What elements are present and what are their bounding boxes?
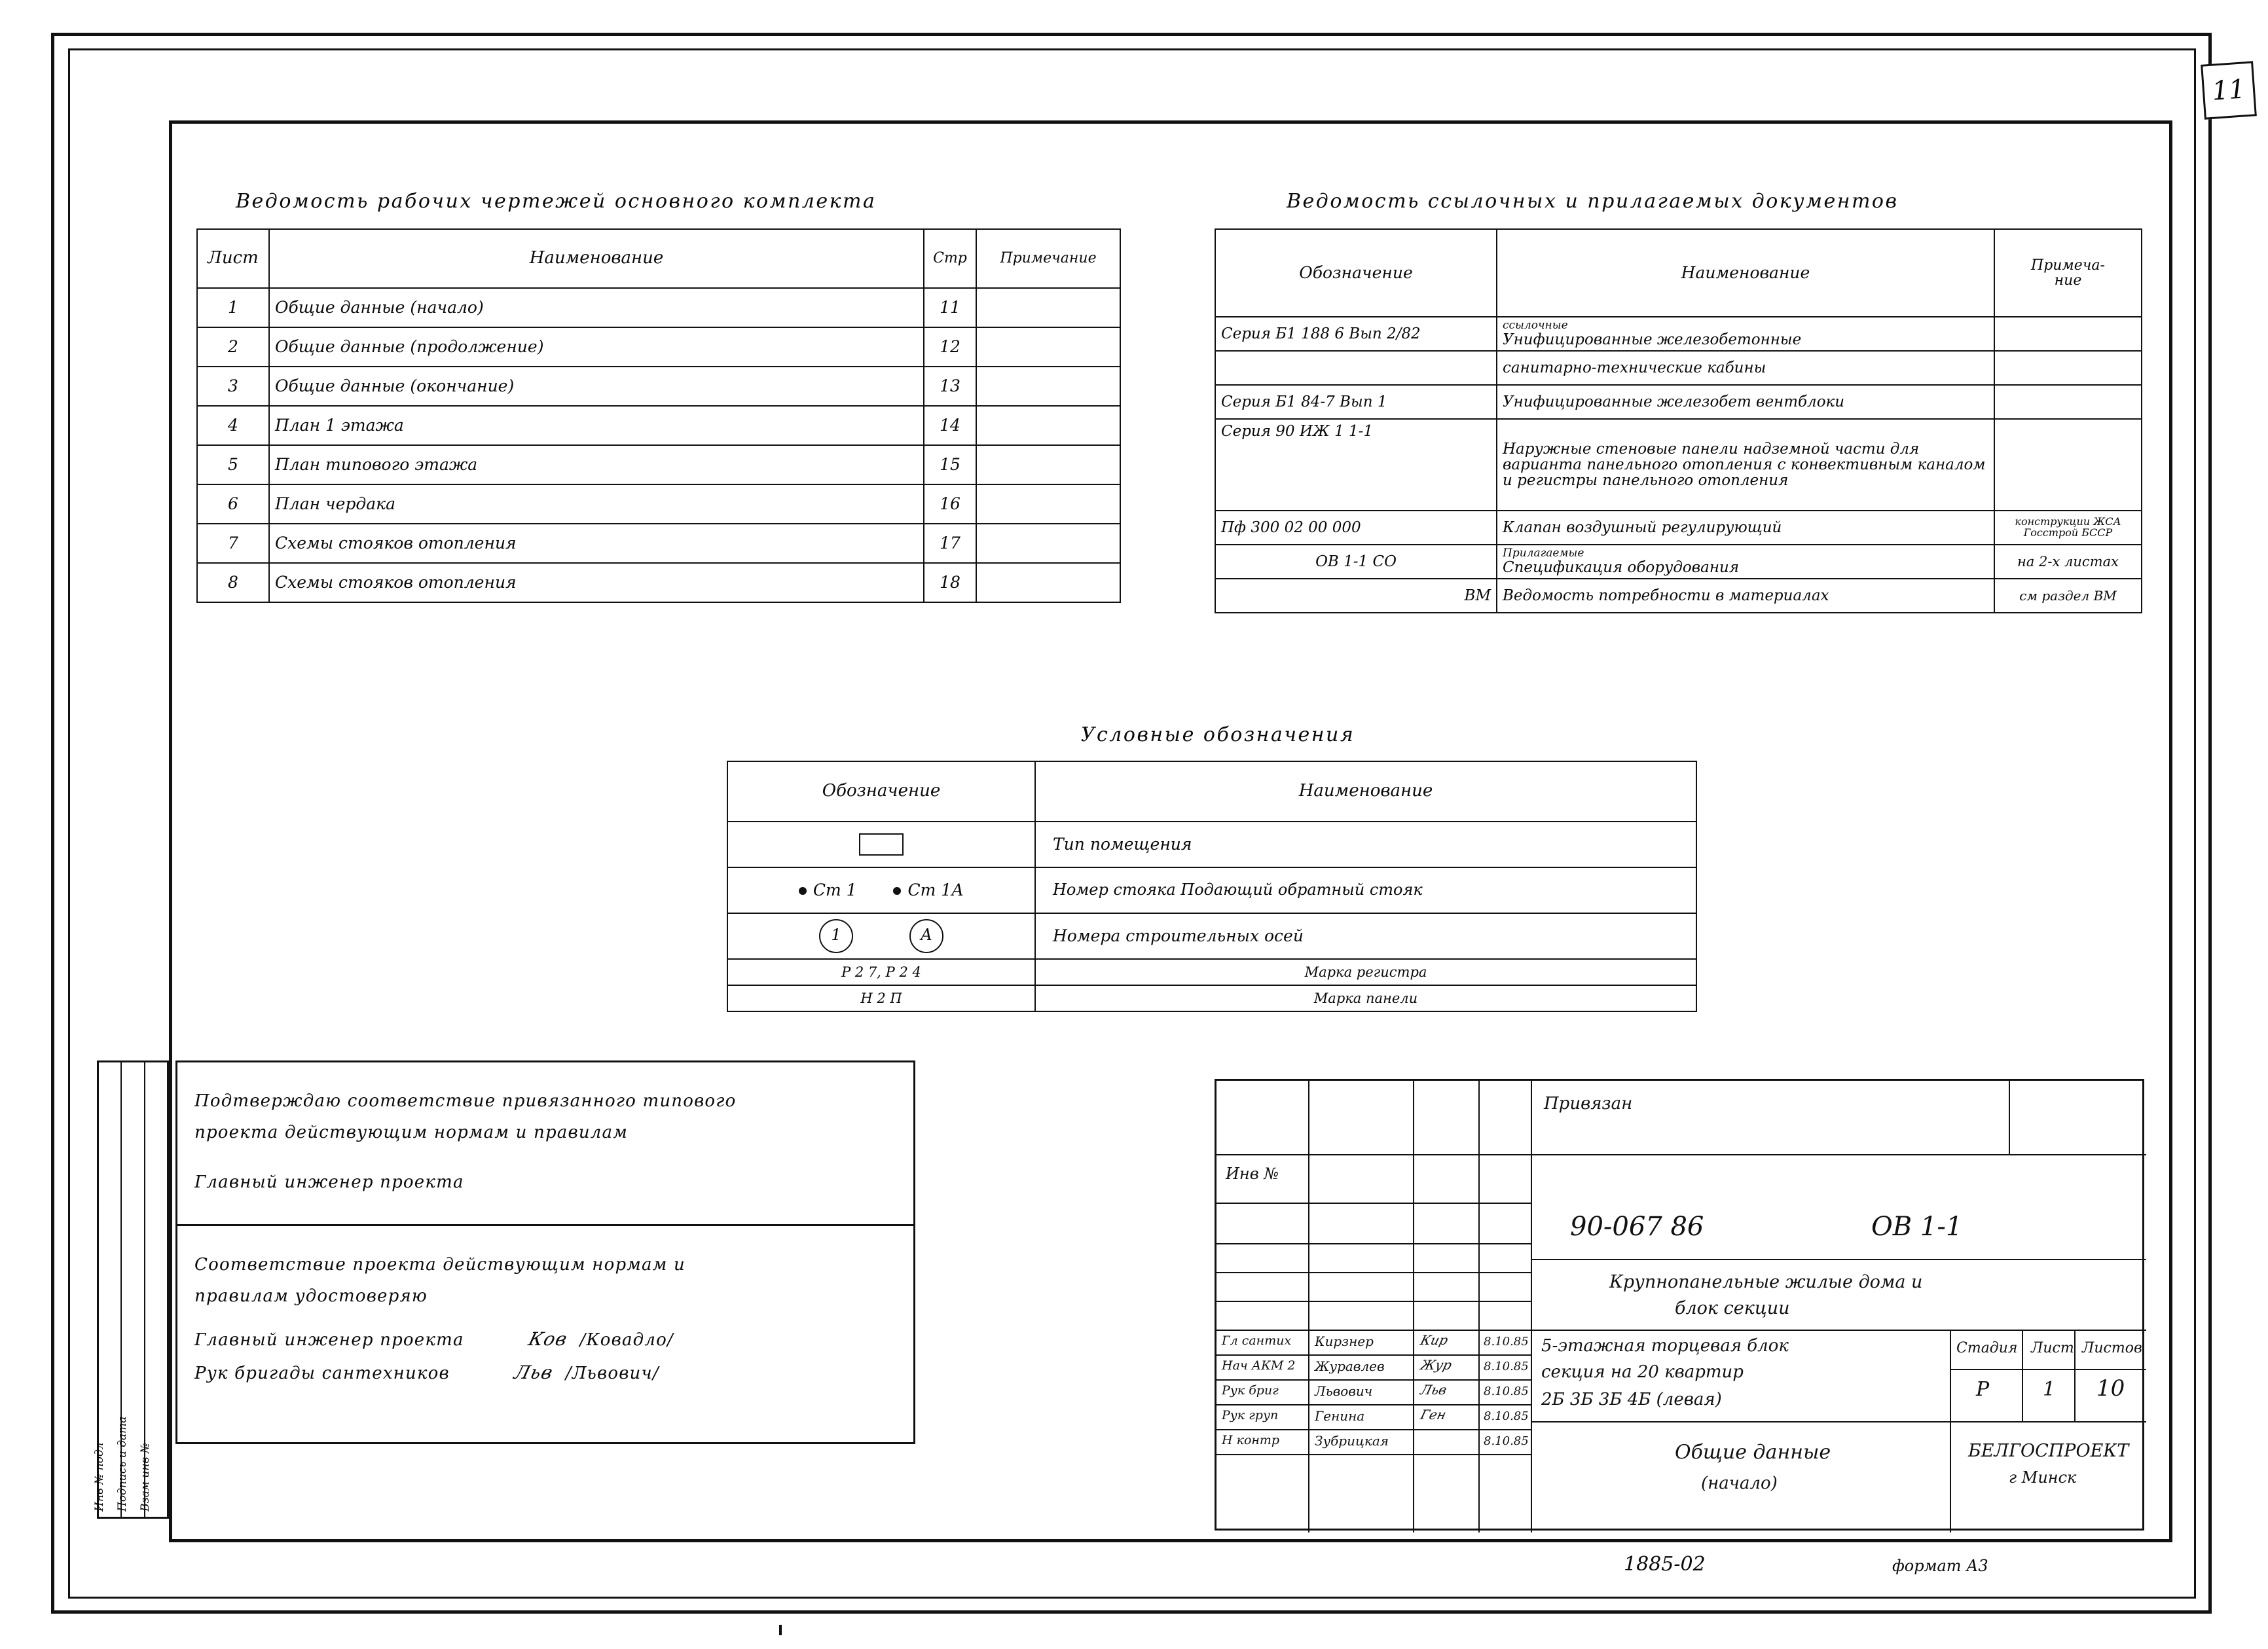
stamp-rule <box>1216 1330 1531 1331</box>
symbol-panel-mark: Н 2 П <box>727 985 1035 1011</box>
stamp-rule <box>2009 1081 2010 1154</box>
cell-page: 11 <box>924 288 976 327</box>
stamp-org-name: БЕЛГОСПРОЕКТ <box>1968 1441 2129 1461</box>
legend-row-riser <box>727 867 1696 913</box>
stamp-inv-label: Инв № <box>1226 1165 1279 1183</box>
stamp-project-code: 90-067 86 <box>1570 1212 1704 1242</box>
stamp-rule <box>1216 1454 1531 1455</box>
approval-line-with-signature <box>194 1328 896 1350</box>
table-row <box>1215 511 2142 545</box>
working-drawings-table <box>196 228 1121 603</box>
approval-confirmation <box>177 1062 913 1226</box>
legend-row-axes <box>727 913 1696 959</box>
cell-note <box>976 484 1120 524</box>
stamp-sheet-value: 1 <box>2043 1378 2056 1401</box>
cell-code: Серия Б1 84-7 Вып 1 <box>1215 385 1497 419</box>
table-row <box>197 563 1120 602</box>
cell-sheet: 4 <box>197 406 269 445</box>
col-page: Стр <box>924 229 976 288</box>
approval-certification <box>177 1226 913 1442</box>
riser-label-2: Ст 1А <box>907 880 964 899</box>
symbol-riser <box>727 867 1035 913</box>
strip-label-inv-podl: Инв № подл <box>92 1442 106 1512</box>
stamp-object-title-line1: Крупнопанельные жилые дома и <box>1609 1272 1923 1292</box>
cell-code: Пф 300 02 00 000 <box>1215 511 1497 545</box>
cell-page: 16 <box>924 484 976 524</box>
stamp-stage-value: Р <box>1976 1378 1990 1401</box>
sheet-bottom-code: 1885-02 <box>1624 1553 1706 1576</box>
cell-sheet: 2 <box>197 327 269 367</box>
stamp-rule <box>1413 1081 1414 1532</box>
legend-title: Условные обозначения <box>1080 723 1355 746</box>
reference-docs-table <box>1215 228 2142 613</box>
cell-name: План чердака <box>269 484 924 524</box>
working-drawings-title: Ведомость рабочих чертежей основного комплекта <box>236 190 877 213</box>
stamp-rule <box>1216 1243 1531 1244</box>
left-margin-strip <box>92 1060 169 1519</box>
axis-circle-number-icon: 1 <box>819 919 853 953</box>
approval-line: правилам удостоверяю <box>194 1286 428 1306</box>
stamp-rule <box>2022 1330 2023 1421</box>
approval-role-gip: Главный инженер проекта <box>194 1330 464 1350</box>
sheet-format-note: формат А3 <box>1892 1557 1988 1575</box>
stamp-role-date: 8.10.85 <box>1484 1409 1529 1423</box>
cell-name: Общие данные (начало) <box>269 288 924 327</box>
cell-note <box>976 327 1120 367</box>
cell-note <box>976 445 1120 484</box>
axis-circle-letter-icon: А <box>909 919 943 953</box>
table-row <box>1215 419 2142 511</box>
legend-table <box>727 761 1697 1012</box>
stamp-doc-title-line2: (начало) <box>1701 1474 1778 1493</box>
col-note-line2: ние <box>2054 272 2082 289</box>
stamp-object-desc-line1: 5-этажная торцевая блок <box>1541 1336 1789 1356</box>
stamp-object-title-line2: блок секции <box>1675 1298 1790 1318</box>
stamp-rule <box>1950 1330 1951 1421</box>
stamp-role-signature: Льв <box>1419 1382 1449 1398</box>
stamp-rule <box>1216 1404 1531 1405</box>
group-label-attached: Прилагаемые <box>1503 547 1584 560</box>
signature-name-kovadlo: /Ковадло/ <box>579 1330 674 1350</box>
stamp-role-date: 8.10.85 <box>1484 1360 1529 1373</box>
cell-note <box>1994 419 2142 511</box>
stamp-rule <box>1308 1081 1309 1532</box>
table-row <box>1215 579 2142 613</box>
stamp-mark: ОВ 1-1 <box>1871 1212 1963 1242</box>
stamp-role-signature: Кир <box>1419 1332 1450 1348</box>
cell-sheet: 1 <box>197 288 269 327</box>
table-header-row <box>197 229 1120 288</box>
cell-note: на 2-х листах <box>1994 545 2142 579</box>
group-label-reference: ссылочные <box>1503 319 1568 332</box>
stamp-role-date: 8.10.85 <box>1484 1434 1529 1448</box>
cell-code: Серия 90 ИЖ 1 1-1 <box>1215 419 1497 511</box>
cell-code: Серия Б1 188 6 Вып 2/82 <box>1215 317 1497 351</box>
stamp-rule <box>1531 1081 1532 1532</box>
cell-page: 18 <box>924 563 976 602</box>
table-row <box>197 327 1120 367</box>
stamp-object-desc-line3: 2Б 3Б 3Б 4Б (левая) <box>1541 1390 1722 1409</box>
col-symbol: Обозначение <box>727 761 1035 822</box>
cell-note <box>976 367 1120 406</box>
legend-block <box>727 723 1709 1012</box>
cell-note <box>1994 317 2142 351</box>
legend-row-room-type <box>727 822 1696 867</box>
col-note-line1: Примеча- <box>2031 257 2105 274</box>
signature-name-lvovich: /Львович/ <box>565 1364 659 1383</box>
stamp-rule <box>1531 1330 2146 1331</box>
approval-block <box>175 1060 915 1444</box>
stamp-stage-header: Стадия <box>1956 1340 2018 1356</box>
stamp-rule <box>1216 1203 1531 1204</box>
approval-line: проекта действующим нормам и правилам <box>194 1123 628 1142</box>
table-row <box>1215 317 2142 351</box>
stamp-role-name: Львович <box>1315 1383 1373 1399</box>
cell-note <box>1994 385 2142 419</box>
approval-line: Подтверждаю соответствие привязанного типового <box>194 1091 737 1111</box>
cell-page: 14 <box>924 406 976 445</box>
cell-code: ОВ 1-1 СО <box>1215 545 1497 579</box>
cell-note <box>976 563 1120 602</box>
stamp-rule <box>1216 1379 1531 1381</box>
stamp-rule <box>2074 1330 2076 1421</box>
cell-name: санитарно-технические кабины <box>1497 351 1994 385</box>
approval-line: Главный инженер проекта <box>194 1172 464 1192</box>
strip-col-vzam-inv <box>139 1062 167 1517</box>
approval-line: Соответствие проекта действующим нормам и <box>194 1255 686 1275</box>
stamp-role-name: Зубрицкая <box>1315 1433 1389 1449</box>
stamp-sheet-header: Лист <box>2031 1340 2074 1356</box>
cell-name: Ведомость потребности в материалах <box>1497 579 1994 613</box>
approval-line-with-signature <box>194 1362 896 1383</box>
stamp-rule <box>1216 1272 1531 1273</box>
legend-name: Тип помещения <box>1035 822 1696 867</box>
cell-name <box>1497 545 1994 579</box>
symbol-axes <box>727 913 1035 959</box>
riser-label-1: Ст 1 <box>813 880 857 899</box>
cell-page: 13 <box>924 367 976 406</box>
cell-name: Схемы стояков отопления <box>269 524 924 563</box>
stamp-role-label: Рук груп <box>1222 1408 1279 1422</box>
legend-name: Номер стояка Подающий обратный стояк <box>1035 867 1696 913</box>
cell-note: см раздел ВМ <box>1994 579 2142 613</box>
stamp-privyazan-label: Привязан <box>1544 1094 1633 1114</box>
col-name: Наименование <box>1497 229 1994 317</box>
stamp-sheets-total-header: Листов <box>2082 1340 2142 1356</box>
symbol-room-type <box>727 822 1035 867</box>
legend-name: Марка панели <box>1035 985 1696 1011</box>
col-sheet: Лист <box>197 229 269 288</box>
riser-dot-icon <box>893 887 901 895</box>
reference-docs-block <box>1215 190 2144 613</box>
stamp-rule <box>1950 1369 2146 1370</box>
signature-kovadlo: Ков <box>526 1328 570 1350</box>
strip-label-vzam-inv: Взам инв № <box>139 1443 153 1512</box>
cell-name: Унифицированные железобет вентблоки <box>1497 385 1994 419</box>
table-row <box>197 288 1120 327</box>
cell-name: План 1 этажа <box>269 406 924 445</box>
title-block-stamp <box>1215 1079 2144 1531</box>
cell-name <box>1497 317 1994 351</box>
table-row <box>197 367 1120 406</box>
symbol-register-mark: Р 2 7, Р 2 4 <box>727 959 1035 985</box>
cell-code: ВМ <box>1215 579 1497 613</box>
table-row <box>1215 385 2142 419</box>
cell-sheet: 8 <box>197 563 269 602</box>
stamp-rule <box>1531 1421 2146 1422</box>
cell-name: Общие данные (окончание) <box>269 367 924 406</box>
cell-name: Общие данные (продолжение) <box>269 327 924 367</box>
table-row <box>197 524 1120 563</box>
cell-note: конструкции ЖСА Госстрой БССР <box>1994 511 2142 545</box>
cell-name: Клапан воздушный регулирующий <box>1497 511 1994 545</box>
table-row <box>1215 545 2142 579</box>
stamp-role-name: Генина <box>1315 1408 1365 1424</box>
table-header-row <box>727 761 1696 822</box>
cell-page: 15 <box>924 445 976 484</box>
stamp-role-date: 8.10.85 <box>1484 1335 1529 1349</box>
table-row <box>197 445 1120 484</box>
stamp-role-label: Нач АКМ 2 <box>1222 1358 1296 1373</box>
riser-dot-icon <box>799 887 807 895</box>
cell-code <box>1215 351 1497 385</box>
stamp-rule <box>1216 1154 2146 1155</box>
cell-page: 17 <box>924 524 976 563</box>
legend-row-panel <box>727 985 1696 1011</box>
stamp-role-signature: Жур <box>1419 1357 1454 1373</box>
stamp-rule <box>1216 1429 1531 1430</box>
stamp-sheets-total-value: 10 <box>2096 1375 2125 1402</box>
working-drawings-block <box>196 190 1133 603</box>
cell-note <box>976 288 1120 327</box>
cell-sheet: 7 <box>197 524 269 563</box>
cell-note <box>976 524 1120 563</box>
legend-row-register <box>727 959 1696 985</box>
reference-docs-title: Ведомость ссылочных и прилагаемых документов <box>1287 190 1899 213</box>
stamp-role-name: Журавлев <box>1315 1358 1385 1374</box>
legend-name: Номера строительных осей <box>1035 913 1696 959</box>
stamp-role-label: Рук бриг <box>1222 1383 1279 1398</box>
cell-sheet: 6 <box>197 484 269 524</box>
stamp-rule <box>1216 1301 1531 1302</box>
cell-note <box>1994 351 2142 385</box>
cell-name-text: Спецификация оборудования <box>1503 558 1740 576</box>
stamp-doc-title-line1: Общие данные <box>1675 1441 1831 1464</box>
cell-note <box>976 406 1120 445</box>
stamp-object-desc-line2: секция на 20 квартир <box>1541 1362 1744 1382</box>
stamp-org-city: г Минск <box>2009 1468 2077 1487</box>
stamp-role-label: Н контр <box>1222 1433 1280 1447</box>
cell-name: Наружные стеновые панели надземной части для варианта панельного отопления с конвективным каналом и регистры панельного отопления <box>1497 419 1994 511</box>
cell-name: Схемы стояков отопления <box>269 563 924 602</box>
legend-name: Марка регистра <box>1035 959 1696 985</box>
stamp-rule <box>1950 1421 1951 1532</box>
signature-lvovich: Льв <box>511 1362 556 1383</box>
col-name: Наименование <box>1035 761 1696 822</box>
cell-sheet: 5 <box>197 445 269 484</box>
col-name: Наименование <box>269 229 924 288</box>
strip-label-podpis-data: Подпись и дата <box>115 1416 129 1512</box>
stamp-role-label: Гл сантих <box>1222 1333 1292 1348</box>
col-note: Примечание <box>976 229 1120 288</box>
cell-name: План типового этажа <box>269 445 924 484</box>
stamp-role-name: Кирзнер <box>1315 1333 1374 1349</box>
stamp-rule <box>1531 1259 2146 1260</box>
center-tick-mark <box>779 1625 782 1635</box>
approval-role-brigade: Рук бригады сантехников <box>194 1364 450 1383</box>
table-row <box>1215 351 2142 385</box>
stamp-rule <box>1216 1354 1531 1356</box>
room-type-box-icon <box>859 833 904 856</box>
cell-page: 12 <box>924 327 976 367</box>
col-code: Обозначение <box>1215 229 1497 317</box>
table-row <box>197 484 1120 524</box>
col-note <box>1994 229 2142 317</box>
cell-name-text: Унифицированные железобетонные <box>1503 331 1802 348</box>
cell-sheet: 3 <box>197 367 269 406</box>
page-number-badge: 11 <box>2201 61 2257 119</box>
stamp-role-date: 8.10.85 <box>1484 1385 1529 1398</box>
table-row <box>197 406 1120 445</box>
stamp-rule <box>1478 1081 1480 1532</box>
table-header-row <box>1215 229 2142 317</box>
stamp-role-signature: Ген <box>1419 1407 1448 1422</box>
